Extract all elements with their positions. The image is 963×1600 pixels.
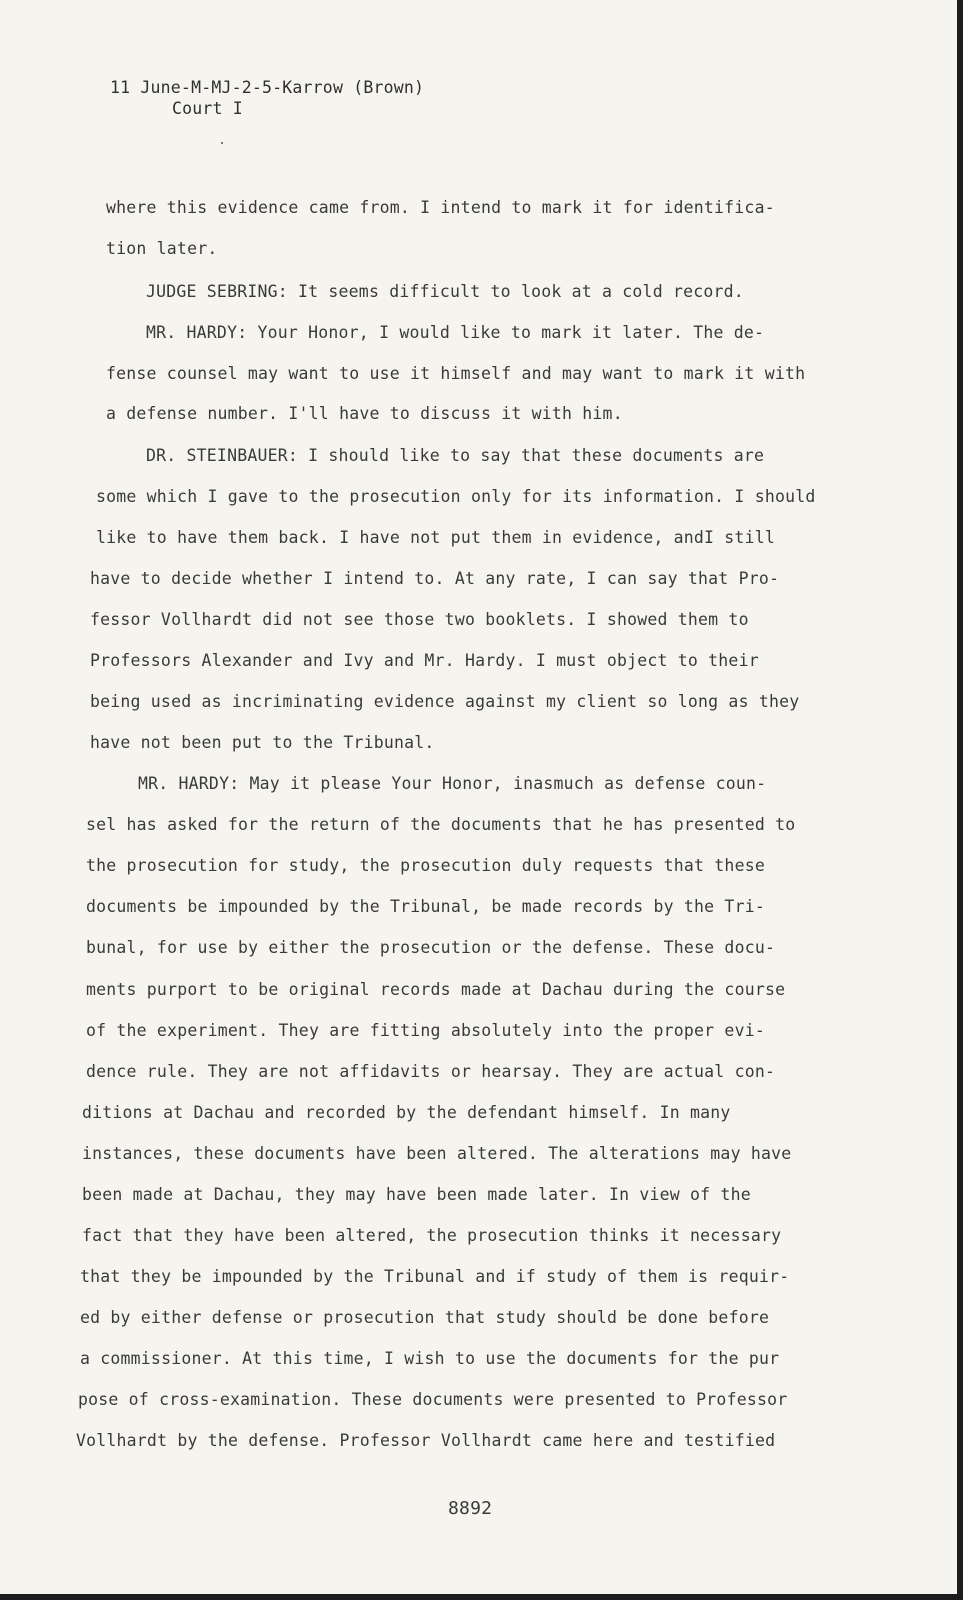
transcript-line: ments purport to be original records made at Dachau during the course xyxy=(86,980,786,999)
transcript-line: fessor Vollhardt did not see those two booklets. I showed them to xyxy=(90,610,749,629)
transcript-line: of the experiment. They are fitting absolutely into the proper evi- xyxy=(86,1021,765,1040)
transcript-line: Vollhardt by the defense. Professor Vollhardt came here and testified xyxy=(76,1431,776,1450)
transcript-line: ditions at Dachau and recorded by the defendant himself. In many xyxy=(82,1103,731,1122)
transcript-line: DR. STEINBAUER: I should like to say that these documents are xyxy=(146,446,765,465)
transcript-line: the prosecution for study, the prosecution duly requests that these xyxy=(86,856,765,875)
transcript-line: where this evidence came from. I intend to mark it for identifica- xyxy=(106,198,775,217)
ink-dot xyxy=(221,142,223,144)
transcript-line: MR. HARDY: May it please Your Honor, inasmuch as defense coun- xyxy=(138,774,767,793)
transcript-line: being used as incriminating evidence against my client so long as they xyxy=(90,692,800,711)
transcript-line: have not been put to the Tribunal. xyxy=(90,733,435,752)
transcript-line: been made at Dachau, they may have been made later. In view of the xyxy=(82,1185,751,1204)
transcript-line: have to decide whether I intend to. At any rate, I can say that Pro- xyxy=(90,569,780,588)
transcript-line: documents be impounded by the Tribunal, be made records by the Tri- xyxy=(86,897,765,916)
transcript-line: a defense number. I'll have to discuss it with him. xyxy=(106,404,623,423)
header-court-line: Court I xyxy=(172,99,243,118)
transcript-line: some which I gave to the prosecution only for its information. I should xyxy=(96,487,816,506)
transcript-line: ed by either defense or prosecution that study should be done before xyxy=(80,1308,770,1327)
transcript-line: bunal, for use by either the prosecution or the defense. These docu- xyxy=(86,938,776,957)
header-reference-line: 11 June-M-MJ-2-5-Karrow (Brown) xyxy=(110,78,425,97)
transcript-line: a commissioner. At this time, I wish to use the documents for the pur xyxy=(80,1349,780,1368)
transcript-line: fact that they have been altered, the prosecution thinks it necessary xyxy=(82,1226,782,1245)
transcript-line: fense counsel may want to use it himself and may want to mark it with xyxy=(106,364,806,383)
transcript-line: MR. HARDY: Your Honor, I would like to mark it later. The de- xyxy=(146,323,765,342)
transcript-line: sel has asked for the return of the documents that he has presented to xyxy=(86,815,796,834)
transcript-line: like to have them back. I have not put them in evidence, andI still xyxy=(96,528,775,547)
transcript-line: dence rule. They are not affidavits or hearsay. They are actual con- xyxy=(86,1062,776,1081)
transcript-line: tion later. xyxy=(106,239,218,258)
transcript-line: instances, these documents have been altered. The alterations may have xyxy=(82,1144,792,1163)
transcript-line: pose of cross-examination. These documents were presented to Professor xyxy=(78,1390,788,1409)
transcript-line: JUDGE SEBRING: It seems difficult to look at a cold record. xyxy=(146,282,744,301)
transcript-line: that they be impounded by the Tribunal and if study of them is requir- xyxy=(80,1267,790,1286)
page-number: 8892 xyxy=(448,1498,493,1519)
transcript-line: Professors Alexander and Ivy and Mr. Hardy. I must object to their xyxy=(90,651,759,670)
